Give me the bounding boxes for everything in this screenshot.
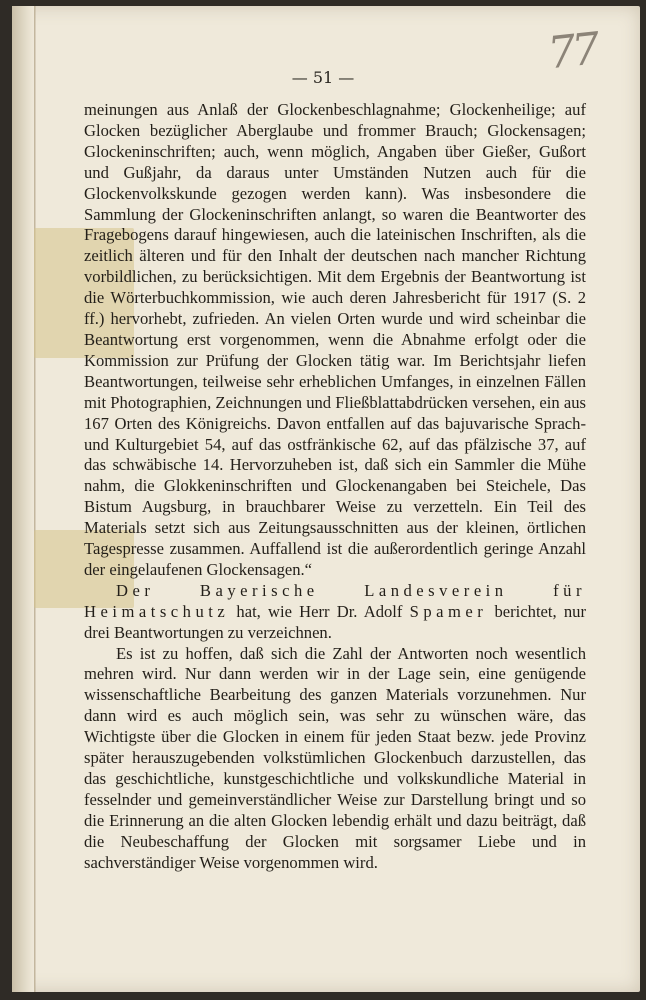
paragraph-3: Es ist zu hoffen, daß sich die Zahl der Antworten noch wesentlich mehren wird. Nur dann werden wir in der Lage sein, eine genügende wissenschaftliche Bearbeitung des ganzen Materials vorzunehmen. Nur dann wird es auch möglich sein, was sehr zu wünschen wäre, das Wichtigste über die Glocken in einem für jeden Staat bezw. jede Provinz später herauszugebenden volkstümlichen Glockenbuch darzustellen, das das geschichtliche, kunstgeschichtliche und volkskundliche Material in fesselnder und gemeinverständlicher Weise zur Darstellung bringt und so die Erinnerung an die alten Glocken lebendig erhält und dazu beiträgt, daß die Neubeschaffung der Glocken mit sorgsamer Liebe und in sachverständiger Weise vorgenommen wird.	[84, 643, 586, 872]
spaced-author-name: Spamer	[409, 601, 488, 621]
spaced-organization-name: Der Bayerische Landesverein für Heimatschutz	[84, 580, 586, 621]
fold-line	[34, 6, 36, 992]
paragraph-2-middle: hat, wie Herr Dr. Adolf	[229, 601, 410, 621]
page-number: — 51 —	[291, 68, 355, 87]
paragraph-2-end: berichtet, nur drei Beantwortungen zu verzeichnen.	[84, 601, 586, 642]
pencil-page-mark: 77	[545, 23, 599, 80]
body-text	[84, 100, 586, 874]
paragraph-1: meinungen aus Anlaß der Glockenbeschlagnahme; Glockenheilige; auf Glocken bezüglicher Aberglaube und frommer Brauch; Glockensagen; Glockeninschriften; auch, wenn möglich, Angaben über Gießer, Gußort und Gußjahr, da daraus unter Umständen Nutzen auch für die Glockenvolkskunde gezogen werden kann). Was insbesondere die Sammlung der Glockeninschriften anlangt, so waren die Beantworter des Fragebogens darauf hingewiesen, auch die lateinischen Inschriften, als die zeitlich älteren und für den Inhalt der deutschen nach mancher Richtung vorbildlichen, zu berücksichtigen. Mit dem Ergebnis der Beantwortung ist die Wörterbuchkommission, wie auch deren Jahresbericht für 1917 (S. 2 ff.) hervorhebt, zufrieden. An vielen Orten wurde und wird scheinbar die Beantwortung erst vorgenommen, wenn die Abnahme erfolgt oder die Kommission zur Prüfung der Glocken tätig war. Im Berichtsjahr liefen Beantwortungen, teilweise sehr erheblichen Umfanges, in einzelnen Fällen mit Photographien, Zeichnungen und Fließblattabdrücken versehen, ein aus 167 Orten des Königreichs. Davon entfallen auf das bajuvarische Sprach- und Kulturgebiet 54, auf das ostfränkische 62, auf das pfälzische 37, auf das schwäbische 14. Hervorzuheben ist, daß sich ein Sammler die Mühe nahm, die Glokkeninschriften und Glockenangaben bei Steichele, Das Bistum Augsburg, in brauchbarer Weise zu verzetteln. Ein Teil des Materials setzt sich aus Zeitungsausschnitten aus der kleinen, örtlichen Tagespresse zusammen. Auffallend ist die außerordentlich geringe Anzahl der eingelaufenen Glockensagen.“	[84, 100, 586, 579]
binding-gutter	[12, 6, 35, 992]
paragraph-2	[84, 581, 586, 644]
